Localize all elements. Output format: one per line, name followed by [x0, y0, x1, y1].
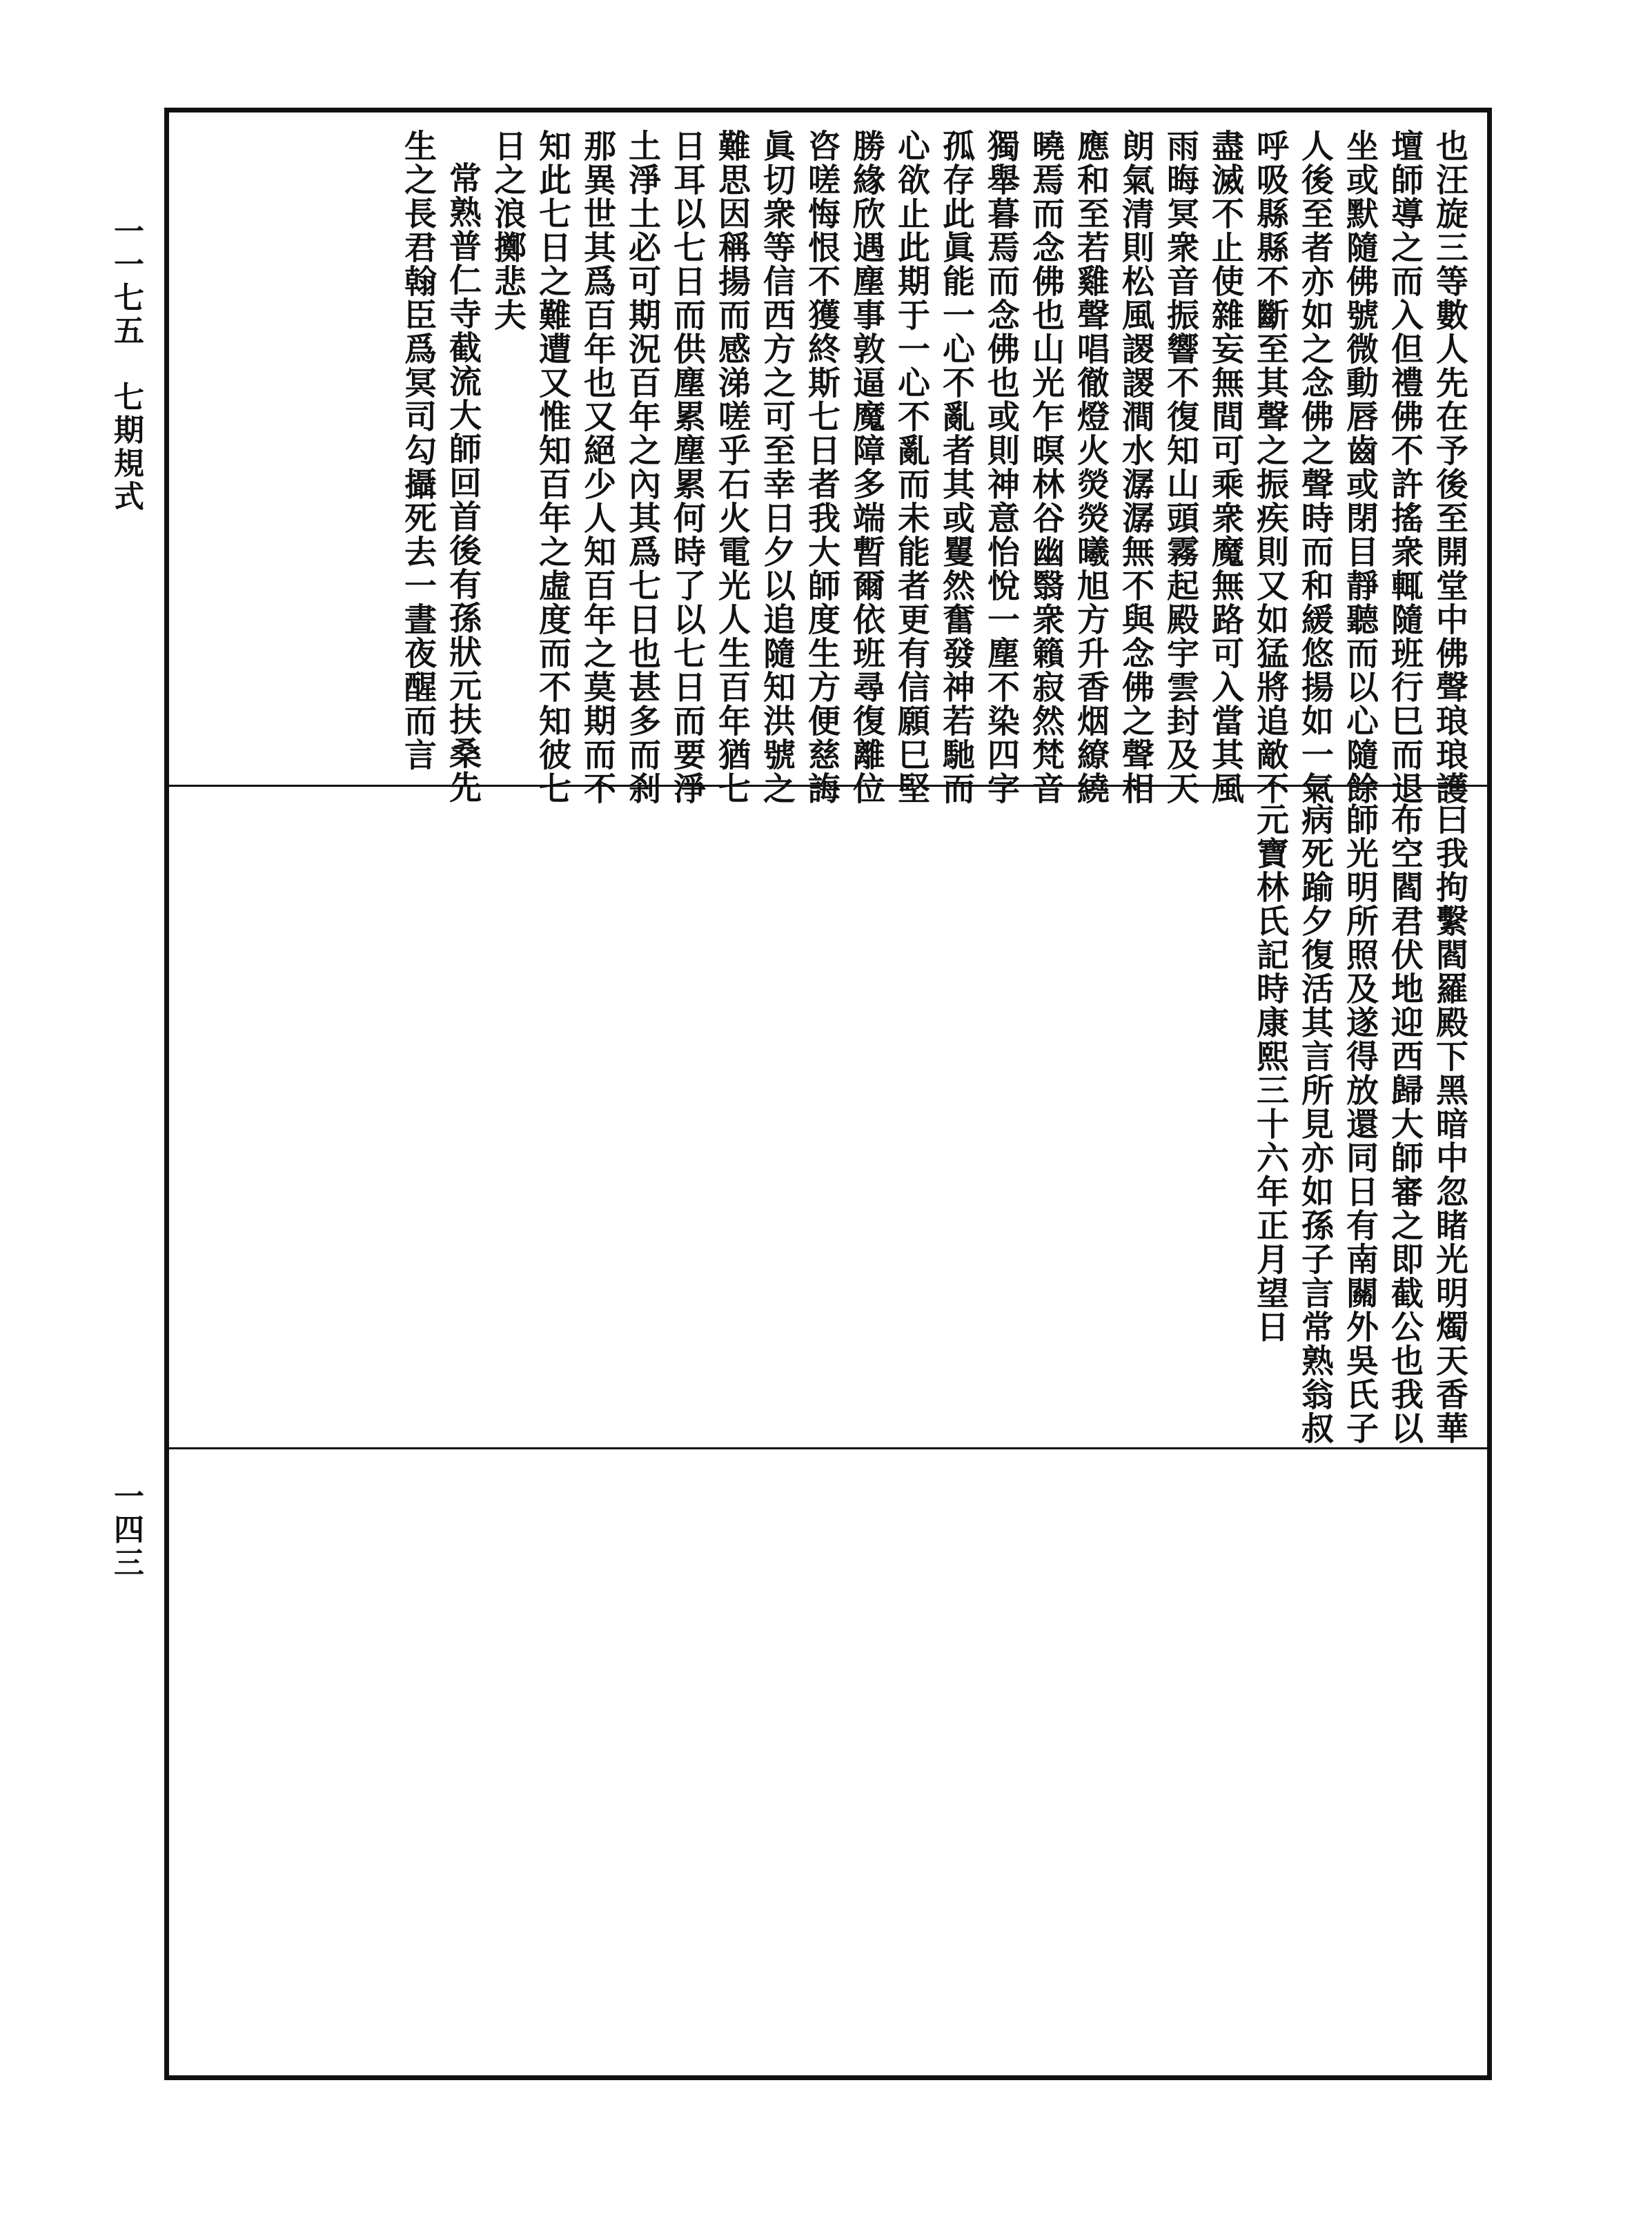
text-line: 雨晦冥衆音振響不復知山頭霧起殿宇雲封及天: [1161, 129, 1199, 805]
text-line: 土淨土必可期況百年之內其爲七日也甚多而刹: [623, 129, 661, 805]
text-line: 日耳以七日而供塵累塵累何時了以七日而要淨: [668, 129, 706, 805]
text-line: 生之長君翰臣爲冥司勾攝死去一晝夜醒而言: [399, 129, 437, 772]
section-divider: [169, 1447, 1487, 1449]
text-line: 知此七日之難遭又惟知百年之虛度而不知彼七: [533, 129, 571, 805]
text-line: 壇師導之而入但禮佛不許搖衆輒隨班行巳而退: [1386, 129, 1424, 805]
text-line: 坐或默隨佛號微動唇齒或閉目靜聽而以心隨餘: [1341, 129, 1379, 805]
text-line: 曉焉而念佛也山光乍暝林谷幽翳衆籟寂然梵音: [1027, 129, 1065, 805]
page-number: 一四三: [108, 1480, 144, 1580]
text-line: 盡滅不止使雜妄無間可乘衆魔無路可入當其風: [1206, 129, 1244, 805]
text-line: 勝緣欣遇塵事敦逼魔障多端暫爾依班尋復離位: [847, 129, 885, 805]
text-line: 病死踰夕復活其言所見亦如孫子言常熟翁叔: [1296, 803, 1334, 1445]
text-line: 布空閻君伏地迎西歸大師審之即截公也我以: [1386, 803, 1424, 1445]
text-line: 難思因稱揚而感涕嗟乎石火電光人生百年猶七: [713, 129, 751, 805]
text-line: 常熟普仁寺截流大師回首後有孫狀元扶桑先: [444, 161, 482, 804]
text-line: 曰我拘繫閻羅殿下黑暗中忽睹光明燭天香華: [1430, 803, 1468, 1445]
text-line: 獨舉暮焉而念佛也或則神意怡悅一塵不染四字: [982, 129, 1020, 805]
text-line: 孤存此眞能一心不亂者其或矍然奮發神若馳而: [937, 129, 975, 805]
section-middle: [169, 803, 1487, 1445]
text-columns-upper: [395, 129, 1472, 805]
text-line: 咨嗟悔恨不獲終斯七日者我大師度生方便慈誨: [803, 129, 840, 805]
page-frame: [164, 108, 1492, 2080]
text-line: 應和至若雞聲唱徹燈火熒熒曦旭方升香烟繚繞: [1072, 129, 1110, 805]
text-line: 元寶林氏記時康熙三十六年正月望日: [1251, 803, 1289, 1344]
section-divider: [169, 785, 1487, 787]
text-line: 日之浪擲悲夫: [489, 129, 527, 332]
text-line: 心欲止此期于一心不亂而未能者更有信願巳堅: [892, 129, 930, 805]
running-header: 一一七五 七期規式: [108, 215, 144, 513]
text-line: 人後至者亦如之念佛之聲時而和緩悠揚如一氣: [1296, 129, 1334, 805]
text-line: 也汪旋三等數人先在予後至開堂中佛聲琅琅護: [1430, 129, 1468, 805]
text-line: 師光明所照及遂得放還同日有南關外吳氏子: [1341, 803, 1379, 1445]
text-line: 朗氣清則松風謖謖澗水潺潺無不與念佛之聲相: [1117, 129, 1154, 805]
section-upper: [169, 129, 1487, 805]
text-line: 那異世其爲百年也又絕少人知百年之莫期而不: [578, 129, 616, 805]
text-columns-middle: [1248, 803, 1472, 1445]
text-line: 呼吸縣縣不斷至其聲之振疾則又如猛將追敵不: [1251, 129, 1289, 805]
text-line: 眞切衆等信西方之可至幸日夕以追隨知洪號之: [758, 129, 796, 805]
